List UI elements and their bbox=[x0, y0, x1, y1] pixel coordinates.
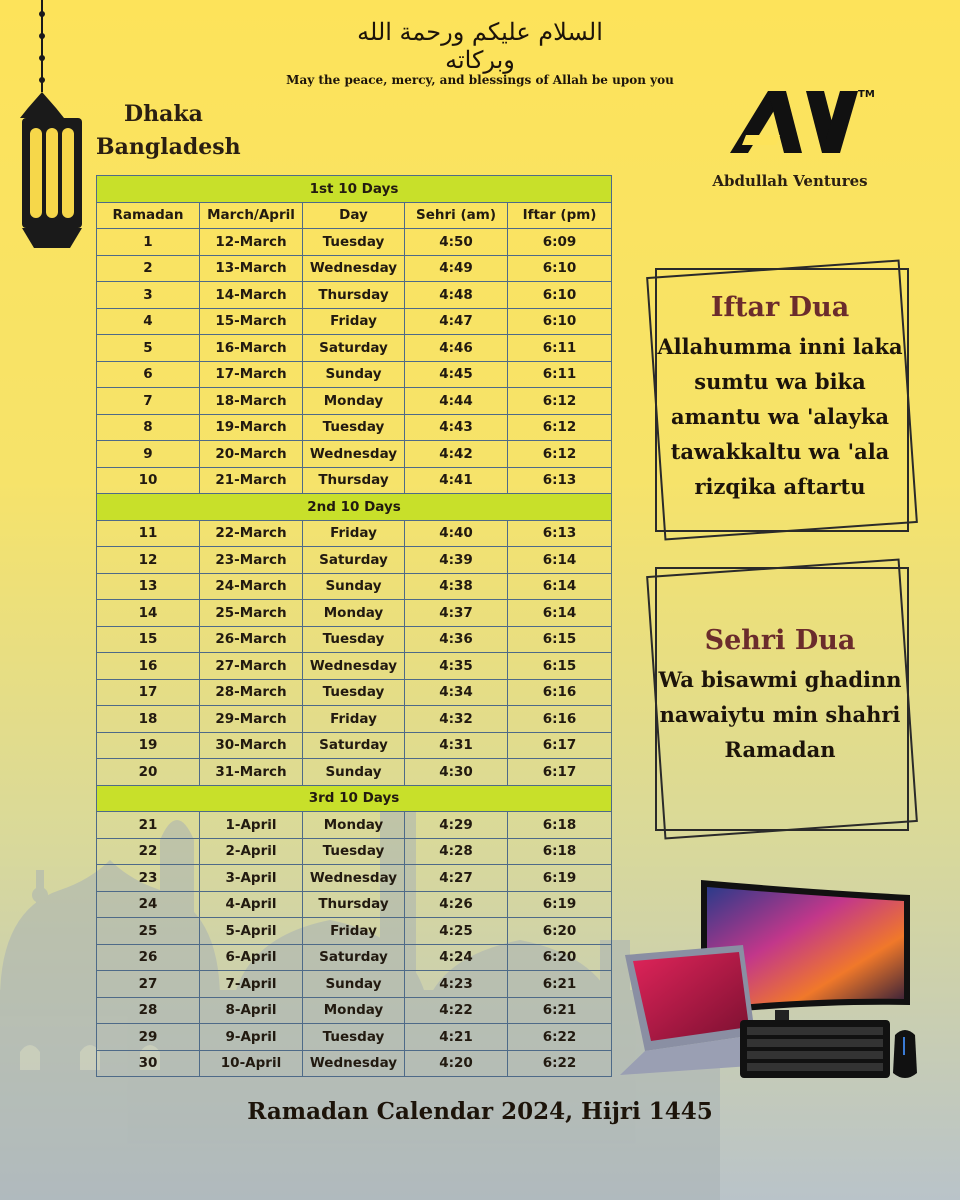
table-row bbox=[97, 759, 612, 786]
section-title: 2nd 10 Days bbox=[97, 494, 612, 521]
table-cell: Tuesday bbox=[303, 1024, 405, 1051]
column-header: Sehri (am) bbox=[405, 202, 508, 229]
table-cell: 21 bbox=[97, 812, 200, 839]
table-cell: 4:23 bbox=[405, 971, 508, 998]
table-row bbox=[97, 255, 612, 282]
column-header-row bbox=[97, 202, 612, 229]
table-cell: 7-April bbox=[200, 971, 303, 998]
table-cell: 17 bbox=[97, 679, 200, 706]
table-cell: Wednesday bbox=[303, 865, 405, 892]
table-cell: 22 bbox=[97, 838, 200, 865]
brand-name: Abdullah Ventures bbox=[712, 172, 868, 190]
table-cell: 4:36 bbox=[405, 626, 508, 653]
table-cell: 4:21 bbox=[405, 1024, 508, 1051]
column-header: Ramadan bbox=[97, 202, 200, 229]
table-cell: Monday bbox=[303, 388, 405, 415]
table-cell: 4:40 bbox=[405, 520, 508, 547]
sehri-dua-text bbox=[650, 662, 910, 767]
table-cell: 7 bbox=[97, 388, 200, 415]
table-cell: 6:16 bbox=[508, 706, 612, 733]
table-cell: 4:49 bbox=[405, 255, 508, 282]
sehri-dua-title: Sehri Dua bbox=[704, 625, 856, 656]
iftar-dua-line: tawakkaltu wa 'ala bbox=[670, 439, 890, 464]
table-row bbox=[97, 626, 612, 653]
table-cell: 4:39 bbox=[405, 547, 508, 574]
table-cell: 6:20 bbox=[508, 944, 612, 971]
table-cell: Saturday bbox=[303, 944, 405, 971]
table-cell: 4:31 bbox=[405, 732, 508, 759]
table-cell: 9 bbox=[97, 441, 200, 468]
table-cell: 6:09 bbox=[508, 229, 612, 256]
table-cell: 23-March bbox=[200, 547, 303, 574]
table-row bbox=[97, 706, 612, 733]
table-cell: Tuesday bbox=[303, 414, 405, 441]
iftar-dua-line: amantu wa 'alayka bbox=[671, 404, 889, 429]
table-cell: 5-April bbox=[200, 918, 303, 945]
table-cell: Sunday bbox=[303, 971, 405, 998]
table-cell: 4:35 bbox=[405, 653, 508, 680]
table-cell: Wednesday bbox=[303, 1050, 405, 1077]
table-row bbox=[97, 812, 612, 839]
table-cell: 13 bbox=[97, 573, 200, 600]
table-cell: 9-April bbox=[200, 1024, 303, 1051]
table-cell: 6:15 bbox=[508, 626, 612, 653]
table-row bbox=[97, 997, 612, 1024]
table-row bbox=[97, 361, 612, 388]
table-cell: 6:17 bbox=[508, 732, 612, 759]
table-cell: 6:19 bbox=[508, 865, 612, 892]
table-cell: 4:25 bbox=[405, 918, 508, 945]
table-cell: 4-April bbox=[200, 891, 303, 918]
table-cell: 15-March bbox=[200, 308, 303, 335]
footer-text: Ramadan Calendar 2024, Hijri 1445 bbox=[247, 1098, 713, 1125]
table-cell: 4:50 bbox=[405, 229, 508, 256]
iftar-dua bbox=[650, 292, 910, 504]
table-row bbox=[97, 653, 612, 680]
table-cell: 6:22 bbox=[508, 1024, 612, 1051]
table-cell: 16-March bbox=[200, 335, 303, 362]
table-cell: 4:42 bbox=[405, 441, 508, 468]
table-cell: 8 bbox=[97, 414, 200, 441]
table-cell: 4:45 bbox=[405, 361, 508, 388]
table-cell: 26 bbox=[97, 944, 200, 971]
blessing-text: May the peace, mercy, and blessings of Allah be upon you bbox=[286, 73, 674, 87]
table-cell: 6:17 bbox=[508, 759, 612, 786]
table-cell: 30 bbox=[97, 1050, 200, 1077]
table-cell: 6 bbox=[97, 361, 200, 388]
table-row bbox=[97, 679, 612, 706]
table-cell: 11 bbox=[97, 520, 200, 547]
table-cell: 4:28 bbox=[405, 838, 508, 865]
table-cell: 4:29 bbox=[405, 812, 508, 839]
iftar-dua-line: Allahumma inni laka bbox=[657, 334, 903, 359]
table-cell: 31-March bbox=[200, 759, 303, 786]
table-cell: 4:44 bbox=[405, 388, 508, 415]
table-cell: Saturday bbox=[303, 732, 405, 759]
table-row bbox=[97, 732, 612, 759]
table-row bbox=[97, 1024, 612, 1051]
arabic-greeting: السلام عليكم ورحمة الله وبركاته bbox=[357, 18, 603, 74]
table-cell: 4:34 bbox=[405, 679, 508, 706]
lantern-icon bbox=[18, 0, 88, 260]
table-row bbox=[97, 573, 612, 600]
table-cell: 5 bbox=[97, 335, 200, 362]
sehri-dua-line: nawaiytu min shahri bbox=[659, 702, 901, 727]
table-cell: 28-March bbox=[200, 679, 303, 706]
table-cell: 23 bbox=[97, 865, 200, 892]
table-cell: Thursday bbox=[303, 467, 405, 494]
table-row bbox=[97, 838, 612, 865]
table-cell: 4:24 bbox=[405, 944, 508, 971]
country-name: Bangladesh bbox=[96, 134, 241, 160]
table-cell: 10 bbox=[97, 467, 200, 494]
table-cell: 4:22 bbox=[405, 997, 508, 1024]
iftar-dua-line: sumtu wa bika bbox=[694, 369, 866, 394]
table-row bbox=[97, 441, 612, 468]
table-cell: Wednesday bbox=[303, 255, 405, 282]
table-cell: 29-March bbox=[200, 706, 303, 733]
sehri-dua-line: Ramadan bbox=[724, 737, 836, 762]
table-cell: Wednesday bbox=[303, 441, 405, 468]
table-cell: 26-March bbox=[200, 626, 303, 653]
table-cell: 15 bbox=[97, 626, 200, 653]
table-cell: 6:19 bbox=[508, 891, 612, 918]
table-row bbox=[97, 1050, 612, 1077]
table-cell: Thursday bbox=[303, 282, 405, 309]
svg-text:TM: TM bbox=[858, 89, 875, 100]
table-cell: 2-April bbox=[200, 838, 303, 865]
table-cell: 13-March bbox=[200, 255, 303, 282]
ramadan-calendar-table bbox=[96, 175, 612, 1077]
city-name: Dhaka bbox=[124, 101, 203, 127]
table-cell: 18-March bbox=[200, 388, 303, 415]
table-cell: 6:12 bbox=[508, 414, 612, 441]
table-cell: 17-March bbox=[200, 361, 303, 388]
table-cell: 4 bbox=[97, 308, 200, 335]
table-cell: 6:11 bbox=[508, 361, 612, 388]
table-cell: 6:14 bbox=[508, 600, 612, 627]
iftar-dua-text bbox=[650, 329, 910, 504]
table-cell: 6:20 bbox=[508, 918, 612, 945]
table-cell: 6:14 bbox=[508, 573, 612, 600]
table-cell: Friday bbox=[303, 308, 405, 335]
table-cell: 29 bbox=[97, 1024, 200, 1051]
table-cell: 14 bbox=[97, 600, 200, 627]
table-cell: 12-March bbox=[200, 229, 303, 256]
table-cell: Sunday bbox=[303, 759, 405, 786]
table-cell: 6:16 bbox=[508, 679, 612, 706]
table-row bbox=[97, 229, 612, 256]
table-cell: 4:20 bbox=[405, 1050, 508, 1077]
table-row bbox=[97, 282, 612, 309]
table-row bbox=[97, 388, 612, 415]
computer-products-image bbox=[615, 875, 955, 1085]
column-header: Iftar (pm) bbox=[508, 202, 612, 229]
table-cell: 6-April bbox=[200, 944, 303, 971]
table-cell: Monday bbox=[303, 997, 405, 1024]
table-cell: 1-April bbox=[200, 812, 303, 839]
table-cell: 4:41 bbox=[405, 467, 508, 494]
table-cell: Wednesday bbox=[303, 653, 405, 680]
table-cell: 4:43 bbox=[405, 414, 508, 441]
table-cell: Thursday bbox=[303, 891, 405, 918]
table-cell: 6:11 bbox=[508, 335, 612, 362]
table-cell: 25-March bbox=[200, 600, 303, 627]
column-header: March/April bbox=[200, 202, 303, 229]
table-row bbox=[97, 547, 612, 574]
table-row bbox=[97, 335, 612, 362]
table-cell: Monday bbox=[303, 812, 405, 839]
table-cell: 24 bbox=[97, 891, 200, 918]
table-cell: 6:14 bbox=[508, 547, 612, 574]
table-cell: 6:18 bbox=[508, 838, 612, 865]
table-cell: 6:13 bbox=[508, 467, 612, 494]
table-cell: 22-March bbox=[200, 520, 303, 547]
iftar-dua-title: Iftar Dua bbox=[710, 292, 850, 323]
table-cell: 6:21 bbox=[508, 971, 612, 998]
table-cell: 4:48 bbox=[405, 282, 508, 309]
table-cell: 4:32 bbox=[405, 706, 508, 733]
iftar-dua-line: rizqika aftartu bbox=[694, 474, 866, 499]
table-cell: 30-March bbox=[200, 732, 303, 759]
table-cell: Tuesday bbox=[303, 626, 405, 653]
table-cell: 20 bbox=[97, 759, 200, 786]
table-cell: 20-March bbox=[200, 441, 303, 468]
table-cell: 6:12 bbox=[508, 388, 612, 415]
sehri-dua-line: Wa bisawmi ghadinn bbox=[658, 667, 902, 692]
table-cell: Friday bbox=[303, 706, 405, 733]
table-row bbox=[97, 308, 612, 335]
table-cell: 3 bbox=[97, 282, 200, 309]
table-row bbox=[97, 414, 612, 441]
table-cell: 19 bbox=[97, 732, 200, 759]
table-cell: 16 bbox=[97, 653, 200, 680]
table-cell: 4:30 bbox=[405, 759, 508, 786]
table-cell: Sunday bbox=[303, 361, 405, 388]
table-cell: 6:22 bbox=[508, 1050, 612, 1077]
table-cell: 6:15 bbox=[508, 653, 612, 680]
section-header-row bbox=[97, 785, 612, 812]
table-row bbox=[97, 918, 612, 945]
table-row bbox=[97, 971, 612, 998]
section-title: 1st 10 Days bbox=[97, 176, 612, 203]
table-cell: 21-March bbox=[200, 467, 303, 494]
table-cell: 19-March bbox=[200, 414, 303, 441]
table-cell: 1 bbox=[97, 229, 200, 256]
table-row bbox=[97, 865, 612, 892]
table-cell: 4:27 bbox=[405, 865, 508, 892]
table-row bbox=[97, 600, 612, 627]
table-cell: 8-April bbox=[200, 997, 303, 1024]
table-cell: 4:46 bbox=[405, 335, 508, 362]
footer-title bbox=[0, 1098, 960, 1125]
table-cell: 25 bbox=[97, 918, 200, 945]
table-cell: 4:26 bbox=[405, 891, 508, 918]
table-cell: 27 bbox=[97, 971, 200, 998]
table-row bbox=[97, 891, 612, 918]
table-cell: 18 bbox=[97, 706, 200, 733]
table-cell: 6:21 bbox=[508, 997, 612, 1024]
table-cell: 4:38 bbox=[405, 573, 508, 600]
table-cell: Monday bbox=[303, 600, 405, 627]
table-cell: 6:10 bbox=[508, 282, 612, 309]
table-cell: 2 bbox=[97, 255, 200, 282]
table-cell: 27-March bbox=[200, 653, 303, 680]
table-row bbox=[97, 944, 612, 971]
sehri-dua bbox=[650, 625, 910, 767]
table-cell: Sunday bbox=[303, 573, 405, 600]
section-header-row bbox=[97, 494, 612, 521]
table-cell: Friday bbox=[303, 520, 405, 547]
table-cell: 6:10 bbox=[508, 255, 612, 282]
section-title: 3rd 10 Days bbox=[97, 785, 612, 812]
table-cell: Tuesday bbox=[303, 679, 405, 706]
section-header-row bbox=[97, 176, 612, 203]
table-cell: Tuesday bbox=[303, 229, 405, 256]
table-cell: 24-March bbox=[200, 573, 303, 600]
table-cell: 12 bbox=[97, 547, 200, 574]
table-cell: 6:12 bbox=[508, 441, 612, 468]
table-cell: Tuesday bbox=[303, 838, 405, 865]
table-row bbox=[97, 520, 612, 547]
table-cell: 6:10 bbox=[508, 308, 612, 335]
table-cell: 14-March bbox=[200, 282, 303, 309]
table-cell: 3-April bbox=[200, 865, 303, 892]
column-header: Day bbox=[303, 202, 405, 229]
table-cell: Saturday bbox=[303, 547, 405, 574]
table-cell: Friday bbox=[303, 918, 405, 945]
table-cell: 4:37 bbox=[405, 600, 508, 627]
table-cell: 10-April bbox=[200, 1050, 303, 1077]
table-cell: 6:13 bbox=[508, 520, 612, 547]
table-row bbox=[97, 467, 612, 494]
table-cell: 28 bbox=[97, 997, 200, 1024]
table-cell: 4:47 bbox=[405, 308, 508, 335]
table-cell: 6:18 bbox=[508, 812, 612, 839]
location bbox=[96, 98, 241, 164]
table-cell: Saturday bbox=[303, 335, 405, 362]
